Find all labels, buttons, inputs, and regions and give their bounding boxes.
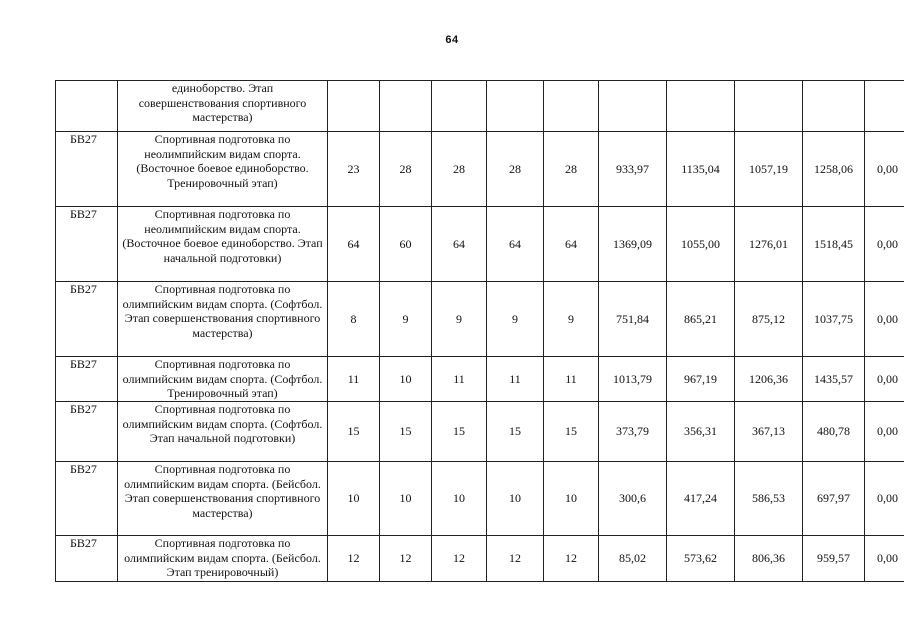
row-value-cell: 1037,75 bbox=[803, 282, 865, 357]
row-name-cell: Спортивная подготовка по неолимпийским видам спорта. (Восточное боевое единоборство. Этап начальной подготовки) bbox=[118, 207, 328, 282]
row-value-cell: 28 bbox=[432, 132, 487, 207]
row-value-cell: 573,62 bbox=[667, 536, 735, 582]
row-code-cell: БВ27 bbox=[56, 402, 118, 462]
row-value-cell: 15 bbox=[487, 402, 544, 462]
row-value-cell: 15 bbox=[544, 402, 599, 462]
row-value-cell bbox=[380, 81, 432, 132]
row-value-cell: 751,84 bbox=[599, 282, 667, 357]
row-name-cell: Спортивная подготовка по неолимпийским видам спорта. (Восточное боевое единоборство. Тренировочный этап) bbox=[118, 132, 328, 207]
row-name-cell: Спортивная подготовка по олимпийским видам спорта. (Софтбол. Этап совершенствования спортивного мастерства) bbox=[118, 282, 328, 357]
row-code-cell bbox=[56, 81, 118, 132]
row-code-cell: БВ27 bbox=[56, 462, 118, 536]
row-value-cell: 15 bbox=[380, 402, 432, 462]
table-row bbox=[56, 357, 904, 402]
table-row bbox=[56, 81, 904, 132]
row-value-cell: 12 bbox=[380, 536, 432, 582]
row-value-cell: 1206,36 bbox=[735, 357, 803, 402]
row-value-cell: 11 bbox=[544, 357, 599, 402]
table-body bbox=[56, 81, 904, 582]
row-value-cell: 480,78 bbox=[803, 402, 865, 462]
row-value-cell: 0,00 bbox=[865, 357, 904, 402]
row-value-cell: 28 bbox=[544, 132, 599, 207]
row-value-cell: 10 bbox=[380, 357, 432, 402]
services-table bbox=[55, 80, 904, 582]
row-value-cell: 60 bbox=[380, 207, 432, 282]
row-value-cell bbox=[865, 81, 904, 132]
row-value-cell: 300,6 bbox=[599, 462, 667, 536]
page-number: 64 bbox=[445, 34, 459, 46]
row-name-cell: Спортивная подготовка по олимпийским видам спорта. (Софтбол. Тренировочный этап) bbox=[118, 357, 328, 402]
row-value-cell: 367,13 bbox=[735, 402, 803, 462]
row-value-cell: 15 bbox=[328, 402, 380, 462]
row-value-cell: 12 bbox=[487, 536, 544, 582]
row-value-cell: 9 bbox=[487, 282, 544, 357]
row-value-cell: 1013,79 bbox=[599, 357, 667, 402]
row-value-cell: 12 bbox=[328, 536, 380, 582]
row-value-cell: 10 bbox=[328, 462, 380, 536]
row-value-cell: 959,57 bbox=[803, 536, 865, 582]
row-value-cell bbox=[803, 81, 865, 132]
row-value-cell: 0,00 bbox=[865, 462, 904, 536]
row-value-cell: 12 bbox=[544, 536, 599, 582]
row-value-cell: 0,00 bbox=[865, 282, 904, 357]
row-value-cell: 356,31 bbox=[667, 402, 735, 462]
row-value-cell: 64 bbox=[544, 207, 599, 282]
row-code-cell: БВ27 bbox=[56, 357, 118, 402]
row-value-cell bbox=[487, 81, 544, 132]
row-value-cell bbox=[328, 81, 380, 132]
row-value-cell: 967,19 bbox=[667, 357, 735, 402]
row-value-cell: 10 bbox=[432, 462, 487, 536]
row-value-cell: 865,21 bbox=[667, 282, 735, 357]
row-value-cell: 0,00 bbox=[865, 132, 904, 207]
row-code-cell: БВ27 bbox=[56, 132, 118, 207]
row-value-cell: 1276,01 bbox=[735, 207, 803, 282]
table-row bbox=[56, 282, 904, 357]
row-name-cell: Спортивная подготовка по олимпийским видам спорта. (Софтбол. Этап начальной подготовки) bbox=[118, 402, 328, 462]
row-value-cell: 23 bbox=[328, 132, 380, 207]
row-value-cell: 10 bbox=[487, 462, 544, 536]
row-value-cell: 9 bbox=[544, 282, 599, 357]
row-value-cell: 1258,06 bbox=[803, 132, 865, 207]
table-row bbox=[56, 402, 904, 462]
row-value-cell: 9 bbox=[380, 282, 432, 357]
row-value-cell: 806,36 bbox=[735, 536, 803, 582]
row-name-cell: Спортивная подготовка по олимпийским видам спорта. (Бейсбол. Этап тренировочный) bbox=[118, 536, 328, 582]
row-value-cell: 1135,04 bbox=[667, 132, 735, 207]
row-value-cell: 28 bbox=[487, 132, 544, 207]
row-value-cell: 85,02 bbox=[599, 536, 667, 582]
row-value-cell: 64 bbox=[487, 207, 544, 282]
row-value-cell: 11 bbox=[487, 357, 544, 402]
row-value-cell: 11 bbox=[432, 357, 487, 402]
row-value-cell: 0,00 bbox=[865, 207, 904, 282]
row-value-cell: 373,79 bbox=[599, 402, 667, 462]
row-value-cell bbox=[544, 81, 599, 132]
table-row bbox=[56, 207, 904, 282]
row-value-cell: 875,12 bbox=[735, 282, 803, 357]
row-value-cell bbox=[599, 81, 667, 132]
row-value-cell: 8 bbox=[328, 282, 380, 357]
row-value-cell: 1057,19 bbox=[735, 132, 803, 207]
row-code-cell: БВ27 bbox=[56, 536, 118, 582]
row-value-cell: 64 bbox=[432, 207, 487, 282]
table-row bbox=[56, 132, 904, 207]
table-row bbox=[56, 536, 904, 582]
row-value-cell: 0,00 bbox=[865, 536, 904, 582]
row-value-cell: 0,00 bbox=[865, 402, 904, 462]
row-code-cell: БВ27 bbox=[56, 282, 118, 357]
row-name-cell: Спортивная подготовка по олимпийским видам спорта. (Бейсбол. Этап совершенствования спортивного мастерства) bbox=[118, 462, 328, 536]
row-value-cell: 9 bbox=[432, 282, 487, 357]
row-value-cell: 586,53 bbox=[735, 462, 803, 536]
row-value-cell: 10 bbox=[544, 462, 599, 536]
row-value-cell bbox=[667, 81, 735, 132]
row-value-cell: 1369,09 bbox=[599, 207, 667, 282]
row-value-cell bbox=[432, 81, 487, 132]
row-value-cell: 12 bbox=[432, 536, 487, 582]
row-value-cell: 933,97 bbox=[599, 132, 667, 207]
table-row bbox=[56, 462, 904, 536]
row-code-cell: БВ27 bbox=[56, 207, 118, 282]
row-value-cell: 15 bbox=[432, 402, 487, 462]
row-name-cell: единоборство. Этап совершенствования спортивного мастерства) bbox=[118, 81, 328, 132]
row-value-cell: 1518,45 bbox=[803, 207, 865, 282]
row-value-cell: 64 bbox=[328, 207, 380, 282]
row-value-cell: 697,97 bbox=[803, 462, 865, 536]
row-value-cell: 10 bbox=[380, 462, 432, 536]
row-value-cell: 28 bbox=[380, 132, 432, 207]
row-value-cell bbox=[735, 81, 803, 132]
row-value-cell: 1435,57 bbox=[803, 357, 865, 402]
row-value-cell: 1055,00 bbox=[667, 207, 735, 282]
row-value-cell: 11 bbox=[328, 357, 380, 402]
row-value-cell: 417,24 bbox=[667, 462, 735, 536]
